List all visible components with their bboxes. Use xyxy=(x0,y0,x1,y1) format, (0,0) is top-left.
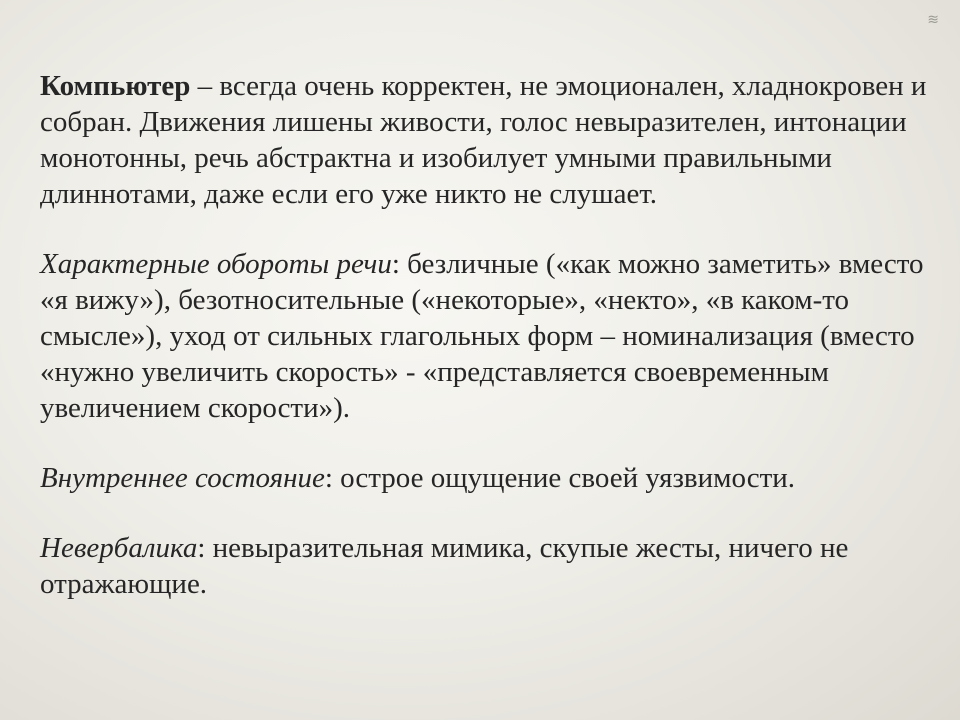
paragraph-computer xyxy=(40,68,930,212)
term-nonverbal: Невербалика xyxy=(40,532,198,564)
term-inner-state: Внутреннее состояние xyxy=(40,462,325,494)
paragraph-nonverbal xyxy=(40,530,930,602)
term-computer: Компьютер xyxy=(40,70,191,102)
paragraph-inner-state xyxy=(40,460,930,496)
paragraph-text: : острое ощущение своей уязвимости. xyxy=(324,462,796,494)
paragraph-text: : невыразительная мимика, скупые жесты, ничего не отражающие. xyxy=(40,532,849,600)
corner-decoration-icon: ≋ xyxy=(927,12,938,28)
term-speech-patterns: Характерные обороты речи xyxy=(40,248,392,280)
paragraph-speech-patterns xyxy=(40,246,930,426)
paragraph-text: : безличные («как можно заметить» вместо «я вижу»), безотносительные («некоторые», «некто», «в каком-то смысле»), уход от сильных глагольных форм – номинализация (вместо «нужно увеличить скорость» - «представляется своевременным увеличением скорости»). xyxy=(40,248,924,424)
slide-content xyxy=(40,68,930,636)
paragraph-text: – всегда очень корректен, не эмоционален, хладнокровен и собран. Движения лишены живости, голос невыразителен, интонации монотонны, речь абстрактна и изобилует умными правильными длиннотами, даже если его уже никто не слушает. xyxy=(40,70,927,210)
